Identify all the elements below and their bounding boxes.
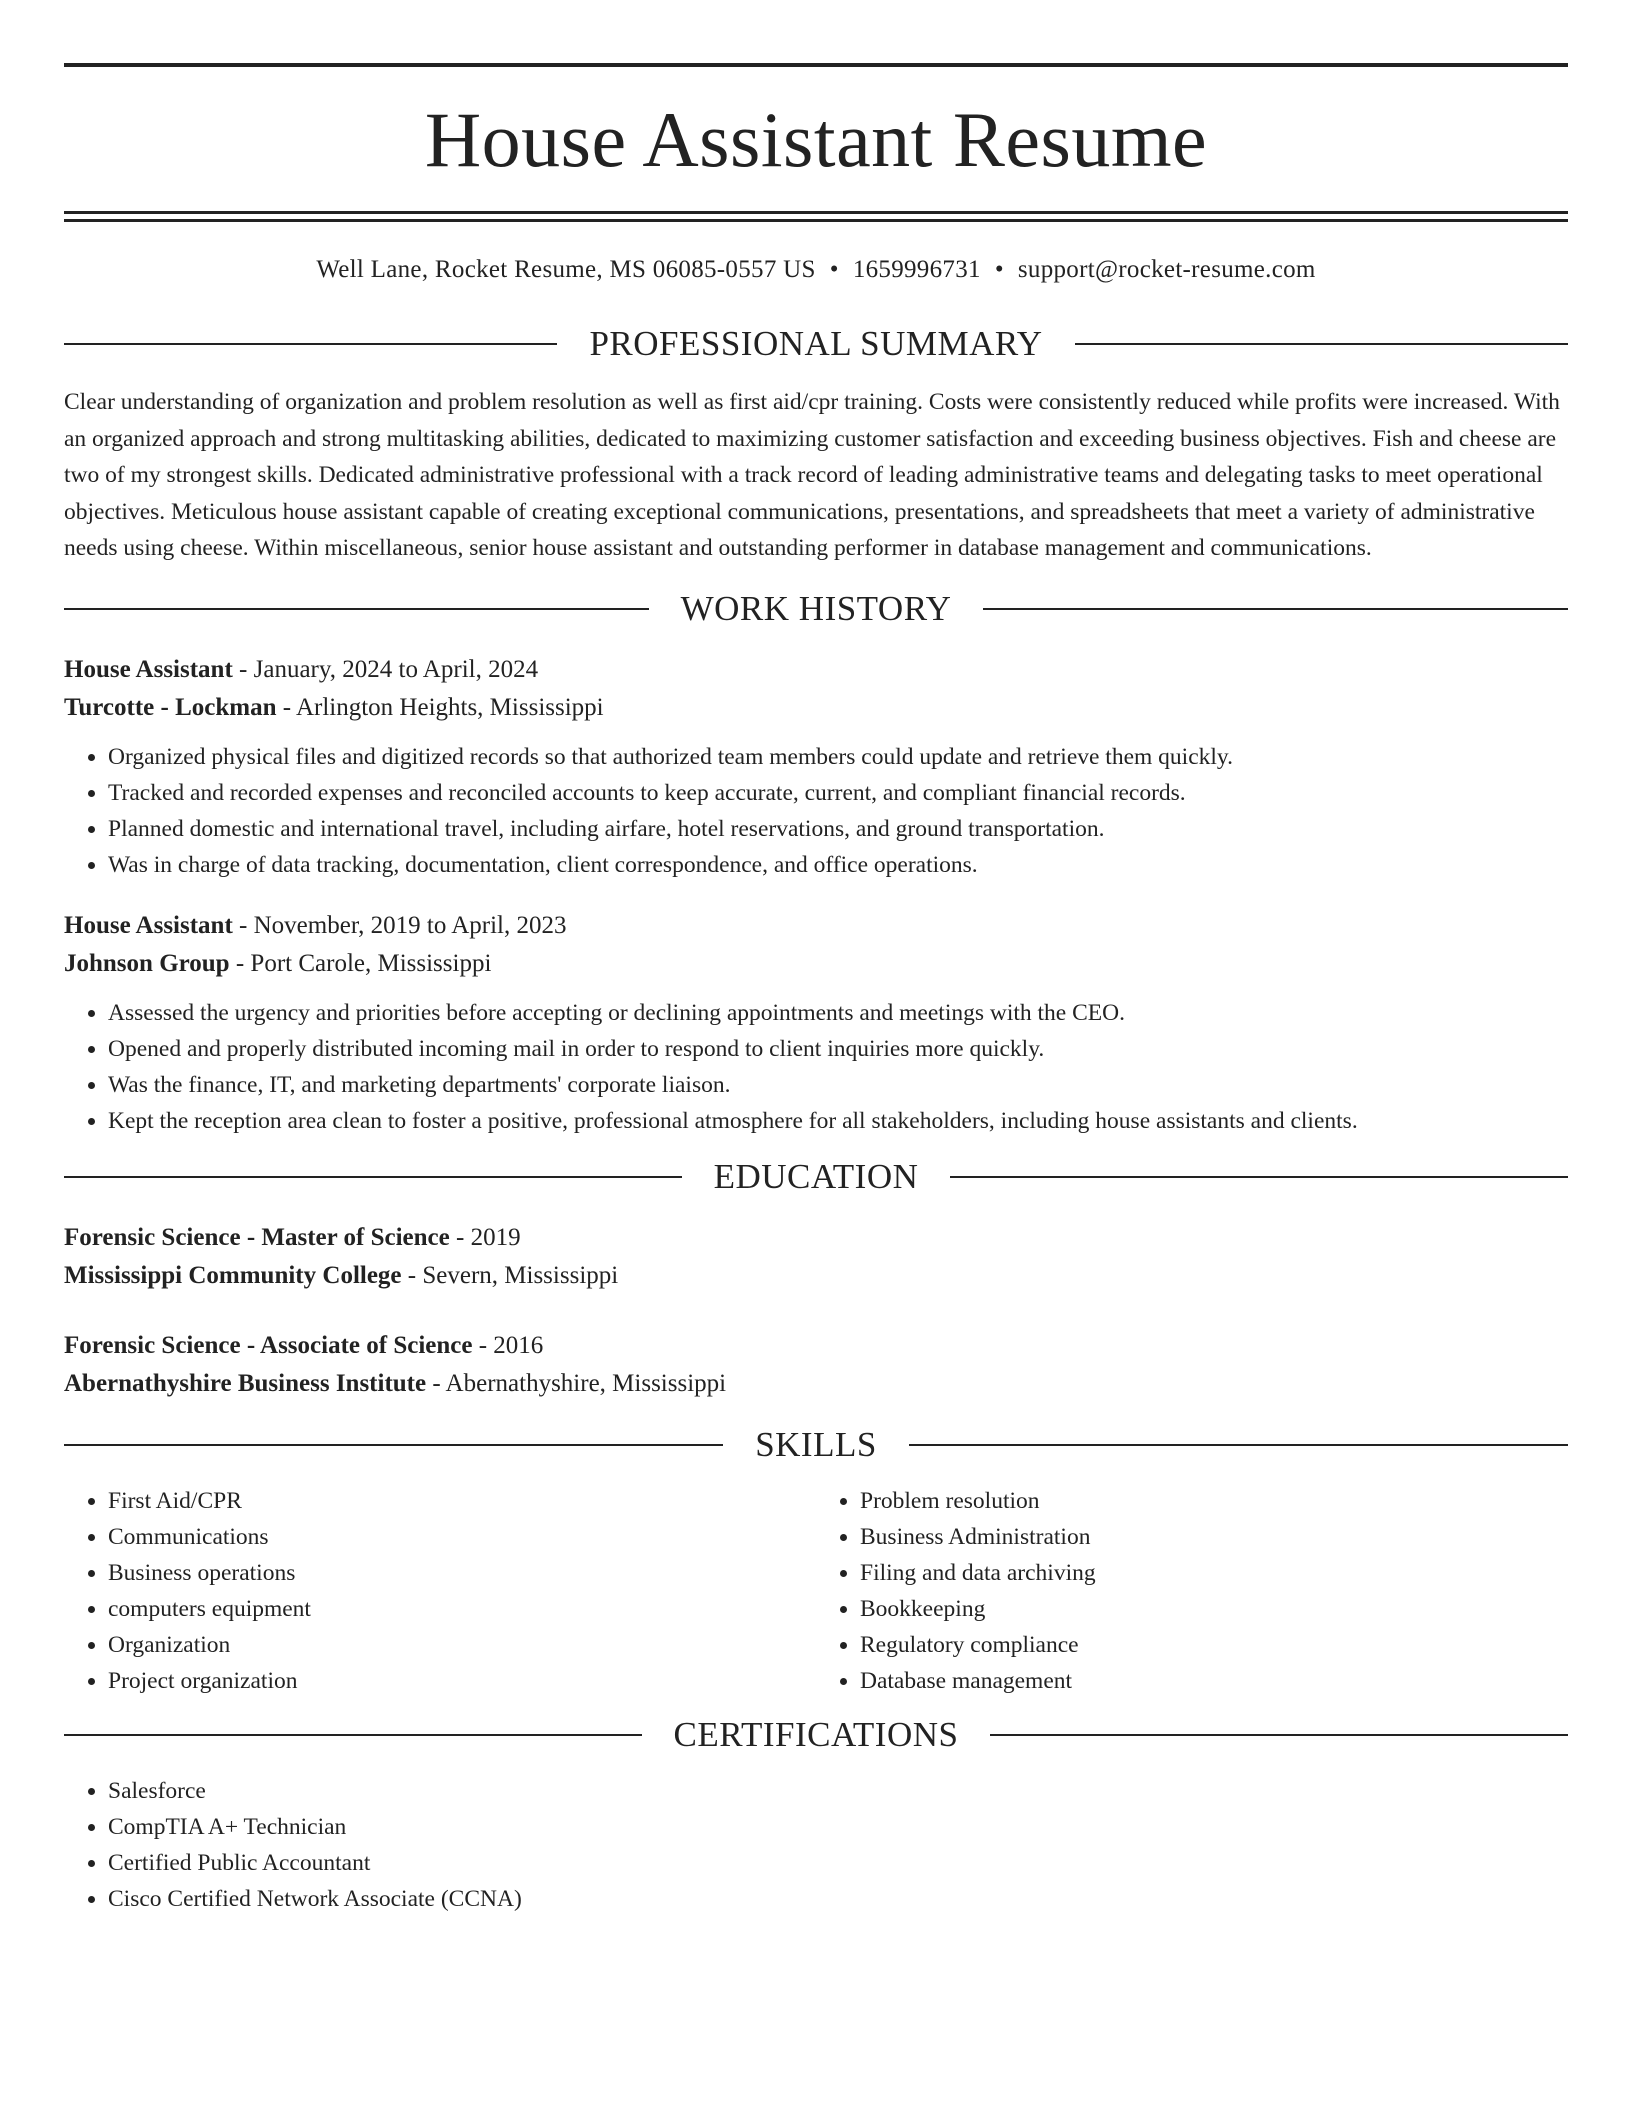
skill-item: • Business Administration xyxy=(860,1519,1568,1555)
heading-rule xyxy=(64,1176,682,1178)
skill-item: • Organization xyxy=(108,1627,816,1663)
skill-item: • Business operations xyxy=(108,1555,816,1591)
summary-heading xyxy=(64,324,1568,364)
skill-item: • First Aid/CPR xyxy=(108,1483,816,1519)
certifications-list xyxy=(64,1773,1568,1917)
degree-line xyxy=(64,1327,1568,1365)
certification-item: • Cisco Certified Network Associate (CCNA) xyxy=(108,1881,1568,1917)
skill-item: • computers equipment xyxy=(108,1591,816,1627)
certification-item: • Certified Public Accountant xyxy=(108,1845,1568,1881)
skill-item: • Bookkeeping xyxy=(860,1591,1568,1627)
skill-item: • Filing and data archiving xyxy=(860,1555,1568,1591)
degree-year: - 2019 xyxy=(449,1223,521,1251)
degree-name: Forensic Science - Associate of Science xyxy=(64,1331,473,1359)
section-label: PROFESSIONAL SUMMARY xyxy=(589,324,1043,363)
section-label: EDUCATION xyxy=(713,1156,919,1196)
job-entry xyxy=(64,907,1568,1139)
job-location: - Port Carole, Mississippi xyxy=(229,949,492,977)
education-entry xyxy=(64,1327,1568,1403)
degree-year: - 2016 xyxy=(472,1331,544,1359)
education-heading xyxy=(64,1157,1568,1197)
skill-item: • Database management xyxy=(860,1663,1568,1699)
job-bullet: • Kept the reception area clean to foster a positive, professional atmosphere for all stakeholders, including house assistants and clients. xyxy=(108,1103,1568,1139)
job-title: House Assistant xyxy=(64,655,233,683)
job-bullets xyxy=(64,995,1568,1139)
contact-line xyxy=(64,256,1568,284)
heading-rule xyxy=(950,1176,1568,1178)
resume-title: House Assistant Resume xyxy=(424,96,1208,183)
skills-right-column xyxy=(816,1483,1568,1699)
school-name: Mississippi Community College xyxy=(64,1261,402,1289)
skill-item: • Project organization xyxy=(108,1663,816,1699)
heading-rule xyxy=(1075,343,1568,345)
skill-item: • Problem resolution xyxy=(860,1483,1568,1519)
heading-rule xyxy=(64,343,557,345)
heading-rule xyxy=(64,1444,723,1446)
degree-name: Forensic Science - Master of Science xyxy=(64,1223,450,1251)
section-label: CERTIFICATIONS xyxy=(673,1714,959,1754)
contact-email: support@rocket-resume.com xyxy=(1017,256,1316,283)
skills-left-column xyxy=(64,1483,816,1699)
education-entry xyxy=(64,1219,1568,1295)
contact-separator: • xyxy=(829,256,839,283)
heading-rule xyxy=(983,608,1568,610)
title-rule-upper xyxy=(64,211,1568,214)
job-bullet: • Tracked and recorded expenses and reconciled accounts to keep accurate, current, and compliant financial records. xyxy=(108,775,1568,811)
section-label: SKILLS xyxy=(755,1424,877,1464)
heading-rule xyxy=(990,1734,1568,1736)
job-title: House Assistant xyxy=(64,911,233,939)
title-rule-lower xyxy=(64,219,1568,222)
job-bullet: • Assessed the urgency and priorities before accepting or declining appointments and meetings with the CEO. xyxy=(108,995,1568,1031)
contact-phone: 1659996731 xyxy=(852,256,981,283)
school-line xyxy=(64,1257,1568,1295)
job-title-line xyxy=(64,907,1568,945)
skills-columns xyxy=(64,1483,1568,1699)
job-company: Turcotte - Lockman xyxy=(64,693,277,721)
certification-item: • CompTIA A+ Technician xyxy=(108,1809,1568,1845)
job-bullet: • Opened and properly distributed incoming mail in order to respond to client inquiries more quickly. xyxy=(108,1031,1568,1067)
heading-rule xyxy=(64,608,649,610)
job-bullet: • Planned domestic and international travel, including airfare, hotel reservations, and ground transportation. xyxy=(108,811,1568,847)
certification-item: • Salesforce xyxy=(108,1773,1568,1809)
job-bullet: • Organized physical files and digitized records so that authorized team members could update and retrieve them quickly. xyxy=(108,739,1568,775)
school-name: Abernathyshire Business Institute xyxy=(64,1369,427,1397)
job-location: - Arlington Heights, Mississippi xyxy=(276,693,604,721)
school-location: - Severn, Mississippi xyxy=(401,1261,619,1289)
contact-address: Well Lane, Rocket Resume, MS 06085-0557 US xyxy=(316,256,816,283)
contact-separator: • xyxy=(994,256,1004,283)
skills-heading xyxy=(64,1425,1568,1465)
job-dates: - January, 2024 to April, 2024 xyxy=(232,655,539,683)
skill-item: • Regulatory compliance xyxy=(860,1627,1568,1663)
certifications-heading xyxy=(64,1715,1568,1755)
heading-rule xyxy=(64,1734,642,1736)
skill-item: • Communications xyxy=(108,1519,816,1555)
job-entry xyxy=(64,651,1568,883)
heading-rule xyxy=(909,1444,1568,1446)
job-company-line xyxy=(64,945,1568,983)
job-bullet: • Was in charge of data tracking, documentation, client correspondence, and office operations. xyxy=(108,847,1568,883)
job-bullets xyxy=(64,739,1568,883)
summary-text: Clear understanding of organization and problem resolution as well as first aid/cpr training. Costs were consistently reduced while profits were increased. With an organized approach and strong multitasking abilities, dedicated to maximizing customer satisfaction and exceeding business objectives. Fish and cheese are two of my strongest skills. Dedicated administrative professional with a track record of leading administrative teams and delegating tasks to meet operational objectives. Meticulous house assistant capable of creating exceptional communications, presentations, and spreadsheets that meet a variety of administrative needs using cheese. Within miscellaneous, senior house assistant and outstanding performer in database management and communications. xyxy=(64,389,1560,561)
top-rule xyxy=(64,63,1568,67)
job-company-line xyxy=(64,689,1568,727)
school-location: - Abernathyshire, Mississippi xyxy=(426,1369,727,1397)
job-company: Johnson Group xyxy=(64,949,230,977)
school-line xyxy=(64,1365,1568,1403)
job-dates: - November, 2019 to April, 2023 xyxy=(232,911,567,939)
work-history-heading xyxy=(64,589,1568,629)
degree-line xyxy=(64,1219,1568,1257)
job-title-line xyxy=(64,651,1568,689)
job-bullet: • Was the finance, IT, and marketing departments' corporate liaison. xyxy=(108,1067,1568,1103)
section-label: WORK HISTORY xyxy=(680,588,952,628)
